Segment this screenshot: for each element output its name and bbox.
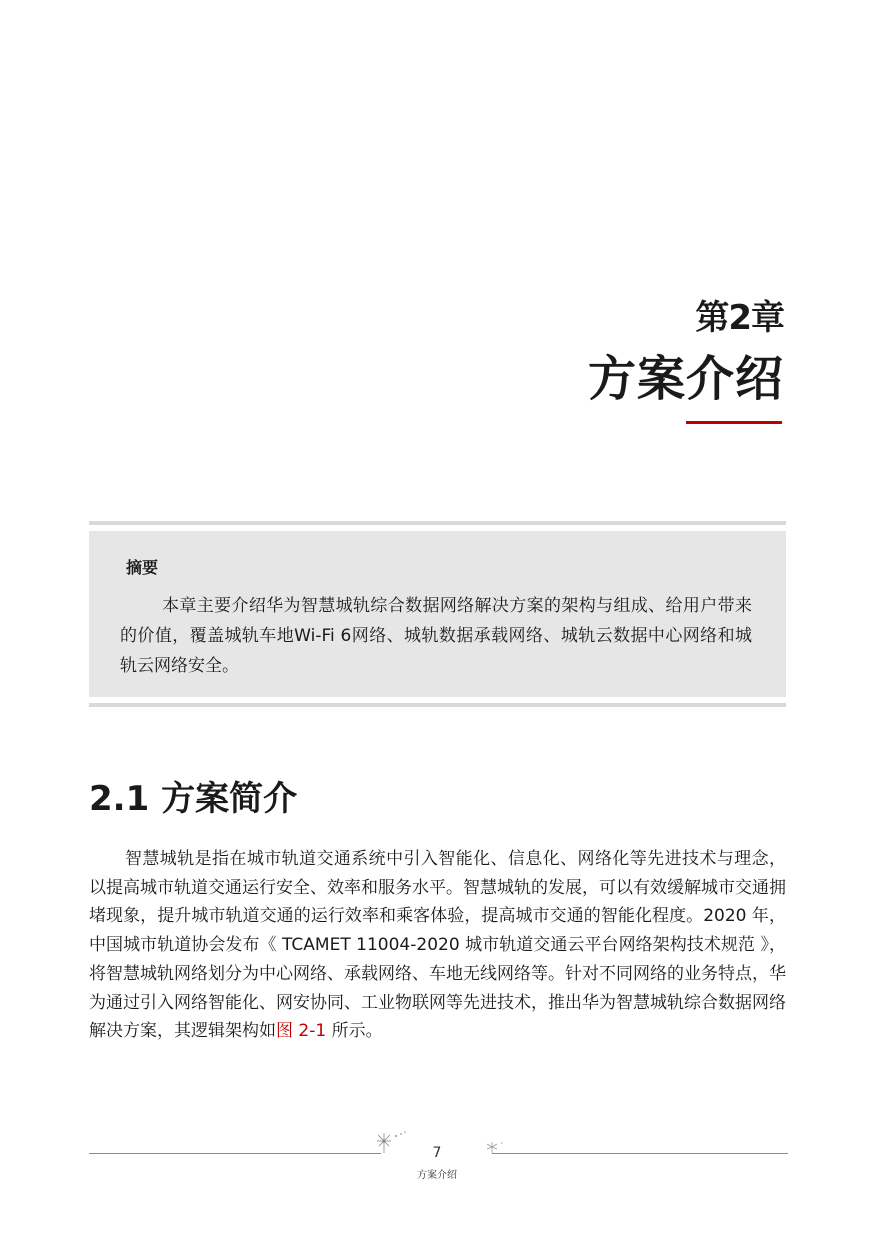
chapter-number: 第2章 [695,298,784,338]
paragraph-end: 所示。 [326,1021,383,1042]
figure-reference-link[interactable]: 图 2-1 [276,1021,327,1042]
chapter-header [588,296,784,410]
section-paragraph [89,845,786,1046]
abstract-bottom-rule [89,703,786,707]
page-number: 7 [432,1145,442,1161]
abstract-box [89,531,786,697]
footer-chapter-label: 方案介绍 [417,1170,457,1181]
chapter-accent-rule [686,421,782,424]
section-title: 2.1 方案简介 [89,779,298,819]
abstract-heading: 摘要 [126,558,159,577]
paragraph-text: 智慧城轨是指在城市轨道交通系统中引入智能化、信息化、网络化等先进技术与理念，以提高城市轨道交通运行安全、效率和服务水平。智慧城轨的发展，可以有效缓解城市交通拥堵现象，提升城市轨道交通的运行效率和乘客体验，提高城市交通的智能化程度。2020 年，中国城市轨道协会发布《 TCAMET 11004-2020 城市轨道交通云平台网络架构技术规范 》，将智慧城轨网络划分为中心网络、承载网络、车地无线网络等。针对不同网络的业务特点，华为通过引入网络智能化、网安协同、工业物联网等先进技术，推出华为智慧城轨综合数据网络解决方案，其逻辑架构如 [89,849,786,1042]
abstract-text: 本章主要介绍华为智慧城轨综合数据网络解决方案的架构与组成、给用户带来的价值，覆盖城轨车地Wi-Fi 6网络、城轨数据承载网络、城轨云数据中心网络和城轨云网络安全。 [120,596,752,676]
abstract-top-rule [89,521,786,525]
chapter-title: 方案介绍 [587,351,784,407]
